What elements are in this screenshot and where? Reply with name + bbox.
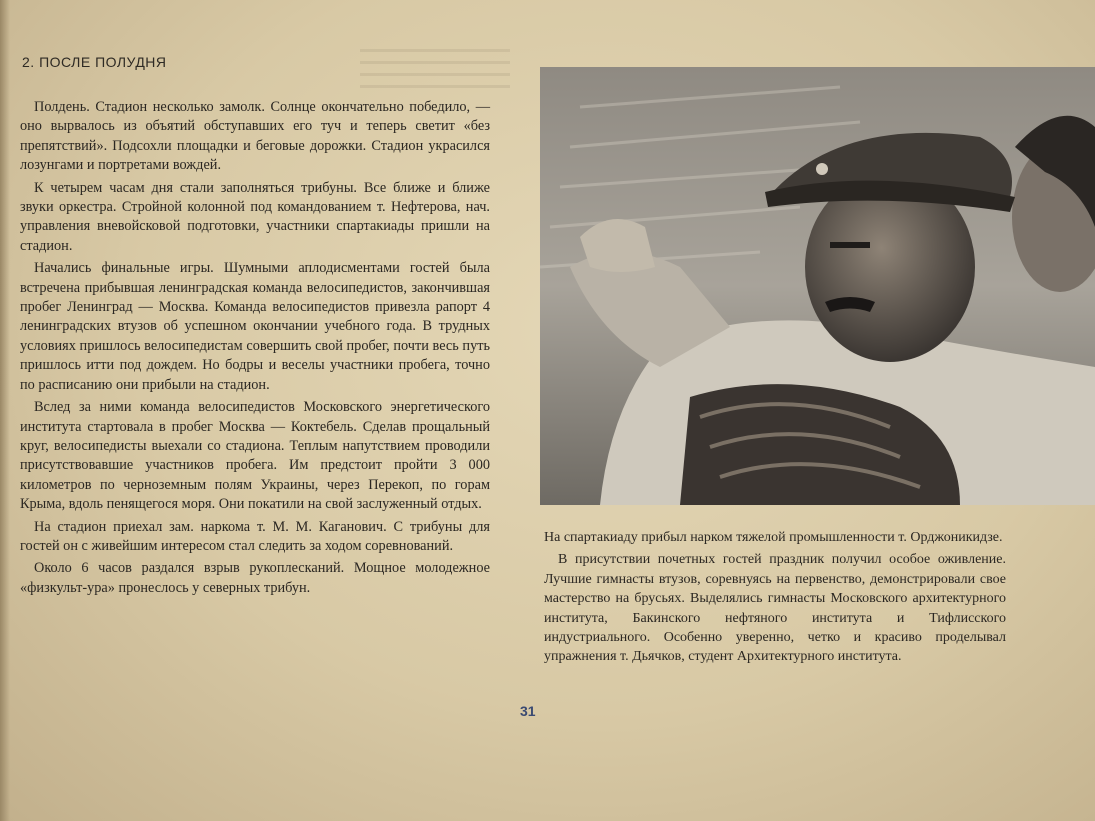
page-gutter-shadow bbox=[0, 0, 10, 821]
paragraph: На стадион приехал зам. наркома т. М. М. Каганович. С трибуны для гостей он с живейшим интересом стал следить за ходом соревнований. bbox=[20, 518, 490, 554]
section-title: 2. ПОСЛЕ ПОЛУДНЯ bbox=[22, 54, 167, 70]
photo-caption-area bbox=[544, 528, 1006, 670]
photo-caption: На спартакиаду прибыл нарком тяжелой промышленности т. Орджоникидзе. bbox=[544, 530, 1003, 545]
paragraph: В присутствии почетных гостей праздник получил особое оживление. Лучшие гимнасты втузов, соревнуясь на первенство, демонстрировали свое мастерство на брусьях. Выделялись гимнасты Московского архитектурного института, Бакинского нефтяного института и Тифлисского индустриального. Особенно уверенно, четко и красиво проделывал упражнения т. Дьячков, студент Архитектурного института. bbox=[544, 552, 1006, 665]
paragraph: Вслед за ними команда велосипедистов Московского энергетического института стартовала в пробег Москва — Коктебель. Сделав прощальный круг, велосипедисты выехали со стадиона. Теплым напутствием проводили присутствовавшие участников пробега. Им предстоит пройти 3 000 километров по черноземным полям Украины, через Перекоп, по горам Крыма, вдоль пенящегося моря. Они покатили на свой заслуженный отдых. bbox=[20, 399, 490, 513]
paragraph: Начались финальные игры. Шумными аплодисментами гостей была встречена прибывшая ленинградская команда велосипедистов, закончившая пробег Ленинград — Москва. Команда велосипедистов привезла рапорт 4 ленинградских втузов об успешном окончании учебного года. В трудных условиях пришлось велосипедистам совершить свой пробег, почти весь путь пришлось итти под дождем. Но бодры и веселы участники пробега, точно по расписанию они прибыли на стадион. bbox=[20, 260, 490, 393]
photo-illustration bbox=[540, 67, 1095, 505]
left-text-column bbox=[20, 98, 490, 601]
paragraph: Полдень. Стадион несколько замолк. Солнце окончательно победило, — оно вырвалось из объятий обступавших его туч и теперь светит «без препятствий». Подсохли площадки и беговые дорожки. Стадион украсился лозунгами и портретами вождей. bbox=[20, 99, 490, 174]
paragraph: Около 6 часов раздался взрыв рукоплесканий. Мощное молодежное «физкульт-ура» пронеслось у северных трибун. bbox=[20, 560, 490, 596]
photo-man-in-cap bbox=[540, 67, 1095, 505]
paragraph: К четырем часам дня стали заполняться трибуны. Все ближе и ближе звуки оркестра. Стройной колонной под командованием т. Нефтерова, нач. управления вневойсковой подготовки, участники спартакиады пришли на стадион. bbox=[20, 179, 490, 254]
page-number: 31 bbox=[520, 703, 536, 719]
print-bleed-through bbox=[360, 48, 510, 88]
